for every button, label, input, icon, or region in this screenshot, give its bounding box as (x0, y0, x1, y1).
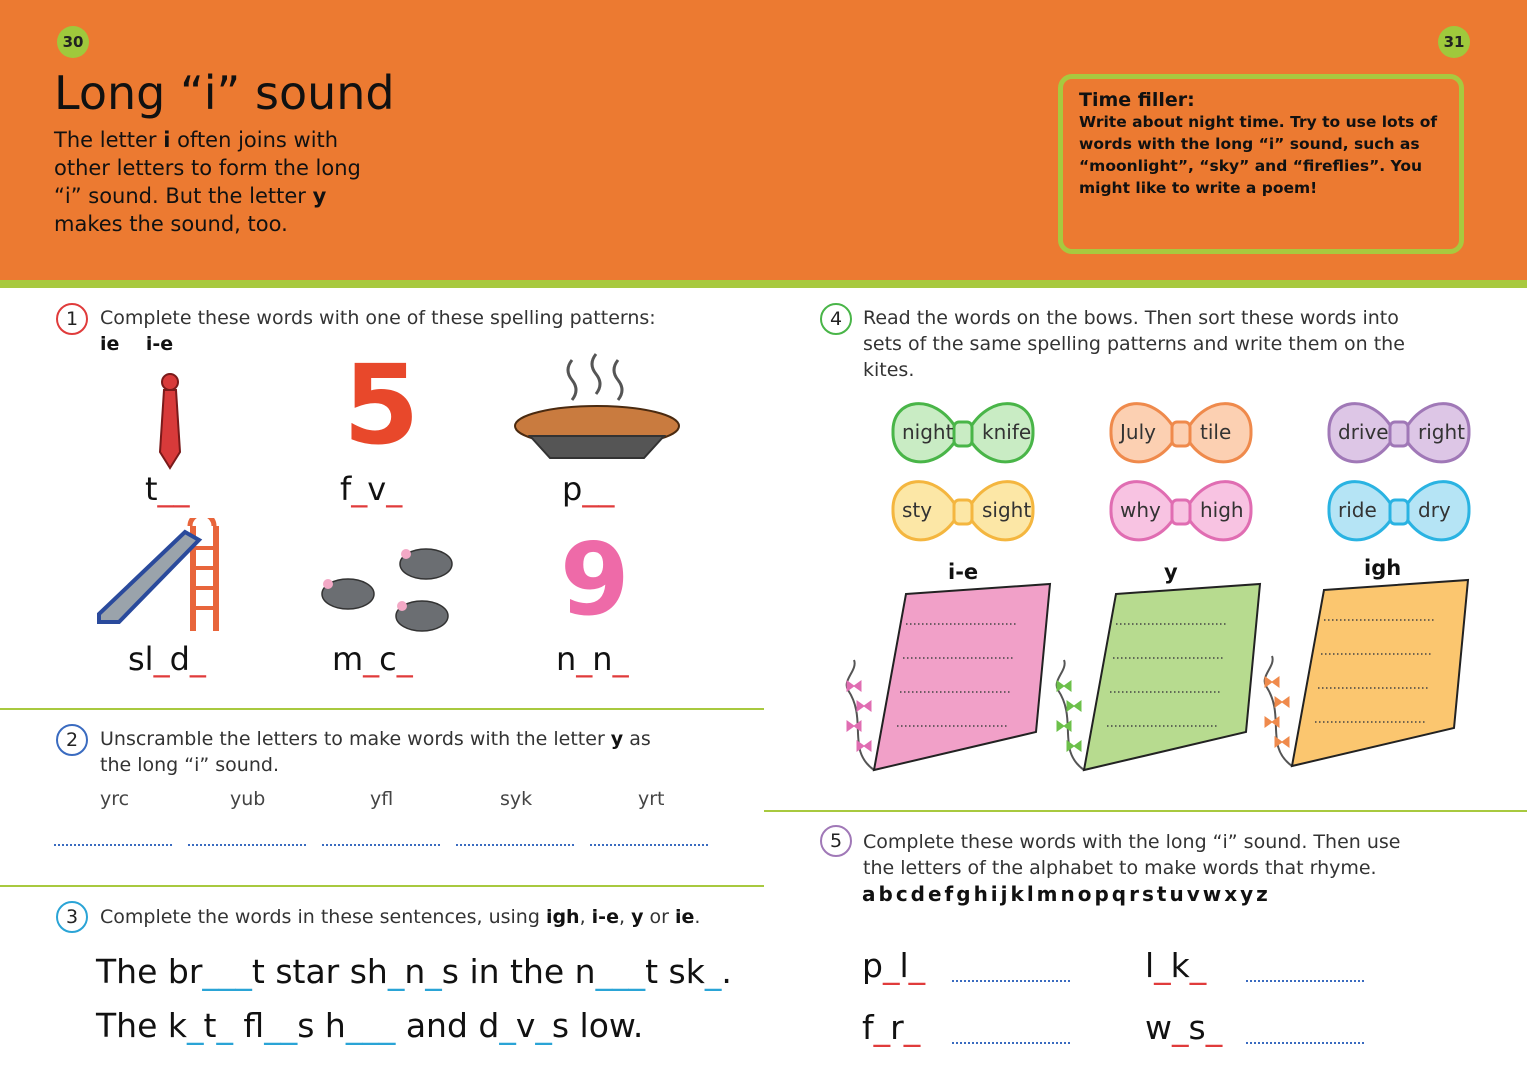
spelling-patterns: ie i-e (100, 333, 174, 355)
bow-word-left: drive (1338, 420, 1389, 444)
rhyme-word: f_r_ (862, 1008, 921, 1047)
right-page-number: 31 (1438, 26, 1470, 58)
time-filler-box (1058, 74, 1464, 254)
kite (840, 580, 1054, 780)
rhyme-word: w_s_ (1145, 1008, 1223, 1047)
answer-line[interactable] (188, 844, 306, 846)
scrambled-word: yrt (638, 788, 665, 810)
bow-word-left: sty (902, 498, 933, 522)
scrambled-word: syk (500, 788, 533, 810)
kite-label: igh (1364, 556, 1402, 580)
kite-label: i-e (948, 560, 979, 584)
divider-q1-q2 (0, 708, 764, 710)
word-five: f_v_ (340, 470, 403, 508)
answer-line[interactable] (590, 844, 708, 846)
question-5-number: 5 (820, 825, 852, 857)
question-1-text: Complete these words with one of these spelling patterns: (100, 307, 656, 329)
bow-word-left: ride (1338, 498, 1377, 522)
page-title: Long “i” sound (54, 66, 395, 120)
question-1-number: 1 (56, 303, 88, 335)
kite (1050, 580, 1264, 780)
bow-word-right: right (1418, 420, 1465, 444)
scrambled-word: yfl (370, 788, 394, 810)
divider-q4-q5 (764, 810, 1527, 812)
answer-line[interactable] (322, 844, 440, 846)
bow-word-left: night (902, 420, 954, 444)
divider-q2-q3 (0, 885, 764, 887)
bow-word-right: knife (982, 420, 1032, 444)
bow-word-right: tile (1200, 420, 1232, 444)
bow-word-left: why (1120, 498, 1161, 522)
rhyme-word: l_k_ (1145, 946, 1207, 985)
kite (1258, 576, 1472, 776)
time-filler-text: Write about night time. Try to use lots of words with the long “i” sound, such as “moonlight”, “sky” and “fireflies”. You might like to write a poem! (1079, 113, 1438, 197)
word-slide: sl_d_ (128, 640, 206, 678)
question-4-text: Read the words on the bows. Then sort these words into sets of the same spelling patterns and write them on the kites. (863, 307, 1405, 381)
mice-icon (318, 542, 468, 638)
question-2-text: Unscramble the letters to make words with the letter y as the long “i” sound. (100, 728, 651, 776)
question-3-text: Complete the words in these sentences, using igh, i-e, y or ie. (100, 906, 701, 928)
word-nine: n_n_ (556, 640, 629, 678)
nine-icon: 9 (560, 521, 630, 638)
header-divider (0, 280, 1527, 288)
intro-text: The letter i often joins with other letters to form the long “i” sound. But the letter y makes the sound, too. (54, 128, 361, 236)
bow-word-right: sight (982, 498, 1032, 522)
pie-icon (512, 350, 682, 462)
rhyme-word: p_l_ (862, 946, 926, 985)
scrambled-word: yrc (100, 788, 130, 810)
question-2-number: 2 (56, 724, 88, 756)
sentence-1: The br___t star sh_n_s in the n___t sk_. (96, 952, 732, 991)
word-pie: p__ (562, 470, 615, 508)
question-3-number: 3 (56, 901, 88, 933)
question-4-number: 4 (820, 303, 852, 335)
tie-icon (150, 372, 190, 472)
question-5-text: Complete these words with the long “i” sound. Then use the letters of the alphabet to make words that rhyme. (863, 831, 1401, 879)
bow-word-right: dry (1418, 498, 1451, 522)
word-mice: m_c_ (332, 640, 413, 678)
answer-line[interactable] (54, 844, 172, 846)
alphabet: abcdefghijklmnopqrstuvwxyz (862, 882, 1271, 906)
slide-icon (95, 518, 225, 636)
rhyme-answer-line[interactable] (952, 980, 1070, 982)
rhyme-answer-line[interactable] (1246, 1042, 1364, 1044)
bow-word-left: July (1120, 420, 1156, 444)
scrambled-word: yub (230, 788, 266, 810)
kite-label: y (1164, 560, 1178, 584)
bow-word-right: high (1200, 498, 1244, 522)
word-tie: t__ (145, 470, 190, 508)
left-page-number: 30 (57, 26, 89, 58)
sentence-2: The k_t_ fl__s h___ and d_v_s low. (96, 1006, 644, 1045)
rhyme-answer-line[interactable] (952, 1042, 1070, 1044)
time-filler-title: Time filler: (1079, 89, 1195, 111)
five-icon: 5 (343, 341, 420, 469)
answer-line[interactable] (456, 844, 574, 846)
rhyme-answer-line[interactable] (1246, 980, 1364, 982)
